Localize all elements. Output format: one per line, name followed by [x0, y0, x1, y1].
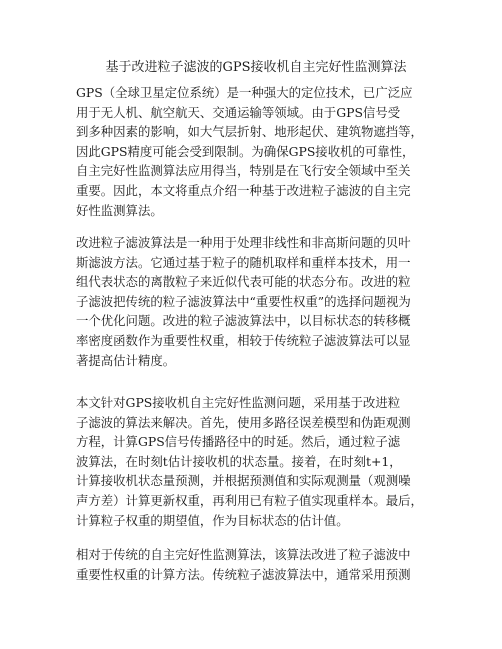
paragraph-line: 著提高估计精度。 [76, 352, 176, 368]
document-title: 基于改进粒子滤波的GPS接收机自主完好性监测算法 [105, 60, 407, 75]
paragraph-line: 率密度函数作为重要性权重，相较于传统粒子滤波算法可以显 [76, 332, 411, 348]
paragraph-line: 波算法，在时刻t估计接收机的状态量。接着，在时刻t+1， [76, 453, 402, 469]
paragraph-line: 组代表状态的离散粒子来近似代表可能的状态分布。改进的粒 [76, 274, 411, 290]
paragraph-line: GPS（全球卫星定位系统）是一种强大的定位技术，已广泛应 [76, 85, 413, 100]
paragraph-line: 本文针对GPS接收机自主完好性监测问题，采用基于改进粒 [76, 395, 401, 410]
paragraph-line: 自主完好性监测算法应用得当，特别是在飞行安全领域中至关 [76, 163, 411, 179]
paragraph-line: 计算接收机状态量预测，并根据预测值和实际观测量（观测噪 [76, 473, 411, 489]
paragraph-line: 到多种因素的影响，如大气层折射、地形起伏、建筑物遮挡等， [76, 124, 423, 140]
paragraph-line: 声方差）计算更新权重，再利用已有粒子值实现重样本。最后， [76, 492, 423, 508]
paragraph-line: 斯滤波方法。它通过基于粒子的随机取样和重样本技术，用一 [76, 254, 411, 270]
paragraph-line: 子滤波把传统的粒子滤波算法中“重要性权重”的选择问题视为 [76, 293, 411, 309]
paragraph-line: 一个优化问题。改进的粒子滤波算法中，以目标状态的转移概 [76, 313, 411, 329]
paragraph-line: 用于无人机、航空航天、交通运输等领域。由于GPS信号受 [76, 104, 401, 120]
paragraph-line: 改进粒子滤波算法是一种用于处理非线性和非高斯问题的贝叶 [76, 235, 411, 250]
paragraph-line: 相对于传统的自主完好性监测算法，该算法改进了粒子滤波中 [76, 547, 411, 562]
paragraph-line: 子滤波的算法来解决。首先，使用多路径误差模型和伪距观测 [76, 414, 411, 430]
paragraph-line: 因此GPS精度可能会受到限制。为确保GPS接收机的可靠性， [76, 143, 415, 159]
paragraph-line: 好性监测算法。 [76, 202, 163, 218]
paragraph-line: 方程，计算GPS信号传播路径中的时延。然后，通过粒子滤 [76, 434, 401, 450]
paragraph-line: 重要性权重的计算方法。传统粒子滤波算法中，通常采用预测 [76, 566, 411, 582]
paragraph-2 [76, 233, 436, 370]
paragraph-4 [76, 545, 436, 584]
paragraph-1 [76, 83, 436, 220]
paragraph-3 [76, 393, 436, 530]
paragraph-line: 计算粒子权重的期望值，作为目标状态的估计值。 [76, 512, 349, 528]
paragraph-line: 重要。因此，本文将重点介绍一种基于改进粒子滤波的自主完 [76, 182, 411, 198]
